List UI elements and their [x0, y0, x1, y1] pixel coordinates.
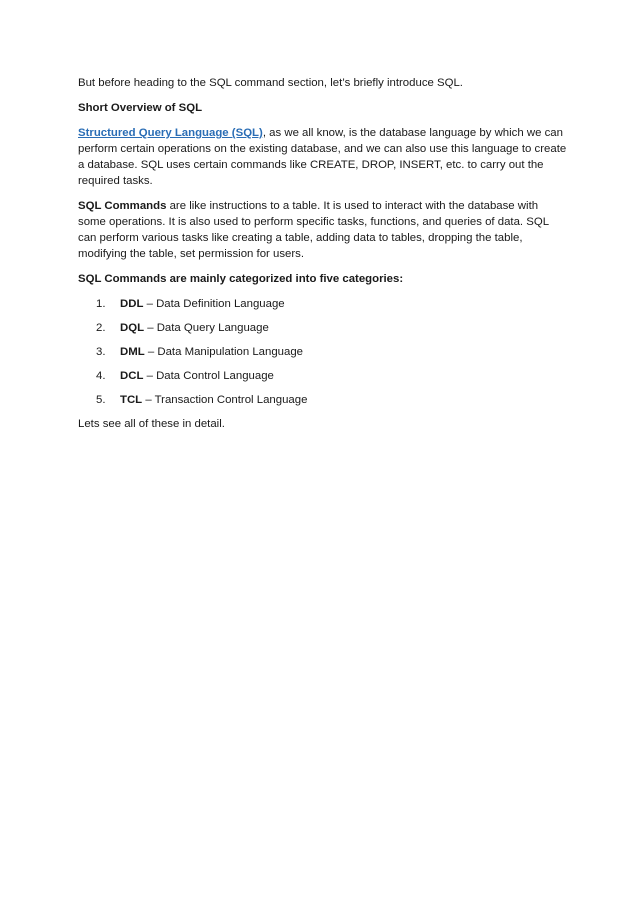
list-number: 1.	[96, 298, 106, 310]
list-desc: – Data Definition Language	[143, 298, 285, 310]
list-item	[96, 344, 568, 360]
list-desc: – Data Control Language	[143, 370, 274, 382]
commands-paragraph	[78, 198, 568, 262]
list-item	[96, 296, 568, 312]
list-desc: – Transaction Control Language	[142, 394, 308, 406]
intro-paragraph: But before heading to the SQL command section, let’s briefly introduce SQL.	[78, 77, 463, 89]
list-number: 3.	[96, 346, 106, 358]
list-desc: – Data Manipulation Language	[144, 346, 304, 358]
overview-paragraph	[78, 125, 568, 189]
overview-text: , as we all know, is the database language by which we can perform certain operations on the existing database, and we can also use this language to create a database. SQL uses certain commands like CREATE, DROP, INSERT, etc. to carry out the required tasks.	[78, 127, 567, 187]
categories-heading: SQL Commands are mainly categorized into five categories:	[78, 273, 404, 285]
list-abbr: DML	[120, 346, 145, 358]
list-item	[96, 368, 568, 384]
list-number: 2.	[96, 322, 106, 334]
list-number: 5.	[96, 394, 106, 406]
list-item	[96, 392, 568, 408]
list-item	[96, 320, 568, 336]
commands-term: SQL Commands	[78, 200, 167, 212]
overview-heading: Short Overview of SQL	[78, 102, 203, 114]
categories-list	[78, 296, 568, 408]
list-abbr: DCL	[120, 370, 144, 382]
list-desc: – Data Query Language	[144, 322, 269, 334]
document-page	[78, 75, 568, 441]
list-number: 4.	[96, 370, 106, 382]
list-abbr: DDL	[120, 298, 144, 310]
sql-link[interactable]: Structured Query Language (SQL)	[78, 127, 263, 139]
closing-paragraph: Lets see all of these in detail.	[78, 418, 225, 430]
list-abbr: TCL	[120, 394, 143, 406]
list-abbr: DQL	[120, 322, 145, 334]
commands-text: are like instructions to a table. It is used to interact with the database with some operations. It is also used to perform specific tasks, functions, and queries of data. SQL can perform various tasks like creating a table, adding data to tables, dropping the table, modifying the table, set permission for users.	[78, 200, 549, 260]
